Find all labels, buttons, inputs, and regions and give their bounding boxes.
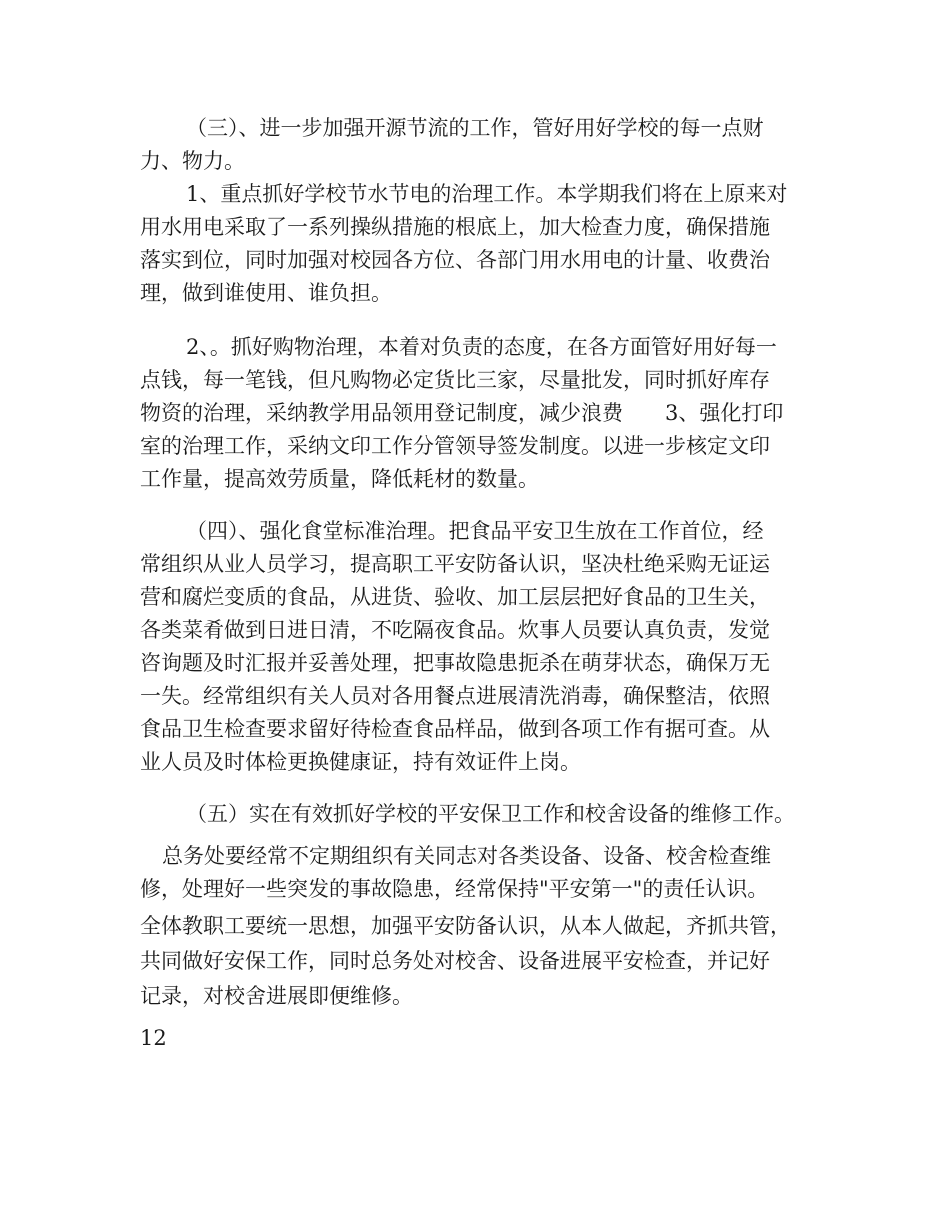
- text-line: 共同做好安保工作，同时总务处对校舍、设备进展平安检查，并记好: [140, 949, 770, 973]
- text-line: 落实到位，同时加强对校园各方位、各部门用水用电的计量、收费治: [140, 248, 770, 272]
- text-line: （五）实在有效抓好学校的平安保卫工作和校舍设备的维修工作。: [186, 802, 795, 826]
- text-line: 用水用电采取了一系列操纵措施的根底上，加大检查力度，确保措施: [140, 215, 770, 239]
- text-line: 室的治理工作，采纳文印工作分管领导签发制度。以进一步核定文印: [140, 434, 770, 458]
- text-line: 常组织从业人员学习，提高职工平安防备认识，坚决杜绝采购无证运: [140, 552, 770, 576]
- text-line: 物资的治理，采纳教学用品领用登记制度，减少浪费 3、强化打印: [140, 401, 784, 425]
- text-line: 修，处理好一些突发的事故隐患，经常保持"平安第一"的责任认识。: [140, 877, 769, 901]
- text-line: 工作量，提高效劳质量，降低耗材的数量。: [140, 467, 539, 491]
- text-line: 各类菜肴做到日进日清，不吃隔夜食品。炊事人员要认真负责，发觉: [140, 618, 770, 642]
- text-line: 全体教职工要统一思想，加强平安防备认识，从本人做起，齐抓共管，: [140, 914, 791, 938]
- text-line: 2、。抓好购物治理，本着对负责的态度，在各方面管好用好每一: [186, 335, 777, 359]
- text-line: （四）、强化食堂标准治理。把食品平安卫生放在工作首位，经: [186, 519, 764, 543]
- text-line: 力、物力。: [140, 149, 245, 173]
- text-line: 总务处要经常不定期组织有关同志对各类设备、设备、校舍检查维: [162, 844, 771, 868]
- text-line: 咨询题及时汇报并妥善处理，把事故隐患扼杀在萌芽状态，确保万无: [140, 651, 770, 675]
- text-line: 理，做到谁使用、谁负担。: [140, 281, 392, 305]
- text-line: 点钱，每一笔钱，但凡购物必定货比三家，尽量批发，同时抓好库存: [140, 368, 770, 392]
- text-line: 记录，对校舍进展即便维修。: [140, 984, 413, 1008]
- text-line: 一失。经常组织有关人员对各用餐点进展清洗消毒，确保整洁，依照: [140, 684, 770, 708]
- text-line: 业人员及时体检更换健康证，持有效证件上岗。: [140, 750, 581, 774]
- text-line: 1、重点抓好学校节水节电的治理工作。本学期我们将在上原来对: [186, 182, 788, 206]
- text-line: 营和腐烂变质的食品，从进货、验收、加工层层把好食品的卫生关，: [140, 585, 770, 609]
- page-number: 12: [140, 1026, 167, 1050]
- text-line: 食品卫生检查要求留好待检查食品样品，做到各项工作有据可查。从: [140, 717, 770, 741]
- text-line: （三）、进一步加强开源节流的工作，管好用好学校的每一点财: [186, 116, 764, 140]
